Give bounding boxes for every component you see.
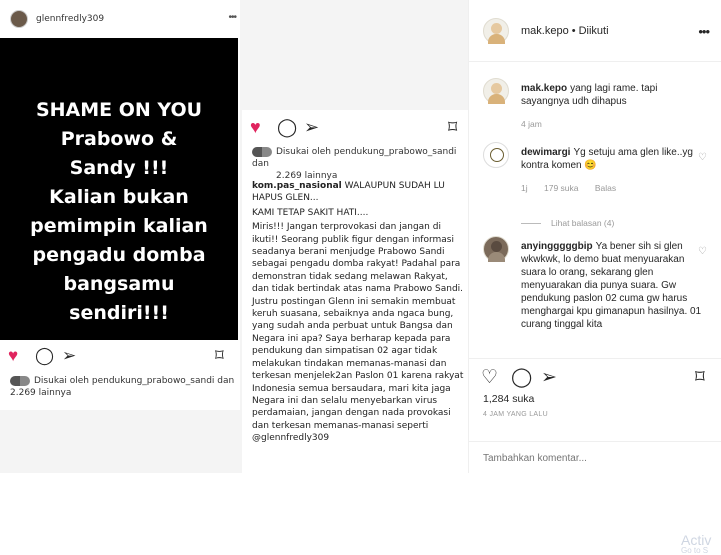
heart-filled-icon: ♥ xyxy=(8,346,19,365)
comment-icon[interactable]: ◯ xyxy=(511,367,533,388)
bookmark-icon[interactable]: ⌑ xyxy=(695,367,705,388)
post1-line: Sandy !!! xyxy=(69,157,169,179)
post1-line: Prabowo & xyxy=(60,128,178,150)
comment-meta xyxy=(521,182,706,195)
caption-line: WALAUPUN SUDAH LU HAPUS GLEN... xyxy=(252,181,445,204)
post1-text-image xyxy=(0,38,238,340)
comment-text: Ya bener sih si glen wkwkwk, lo demo buat menyuarakan suara lo orang, sekarang glen menyuarakan dia punya suara. Gw pendukung paslon 02 cuma gw harus menghargai kpu gimanapun hasilnya. 01 curang tinggal kita xyxy=(521,241,702,330)
avatar[interactable] xyxy=(483,78,509,104)
add-comment-bar xyxy=(469,441,721,555)
post2-likes-text: Disukai oleh pendukung_prabowo_sandi dan xyxy=(252,147,457,169)
post2-actions xyxy=(250,116,465,138)
action-icons xyxy=(481,367,711,389)
comments-list[interactable] xyxy=(469,62,721,358)
add-comment-input[interactable] xyxy=(483,450,703,466)
comment-body xyxy=(521,240,706,331)
following-button[interactable]: Diikuti xyxy=(578,24,609,37)
comment-text: yang lagi rame. tapi sayangnya udh dihapus xyxy=(521,83,658,107)
replies-line xyxy=(521,223,541,224)
likes-count[interactable]: 1,284 suka xyxy=(483,393,535,405)
post-side-panel xyxy=(468,0,720,555)
comment-time[interactable]: 1j xyxy=(521,183,528,193)
post1-line: pengadu domba xyxy=(32,244,206,266)
post2-likes xyxy=(252,146,464,182)
header-username[interactable]: mak.kepo xyxy=(521,24,569,37)
comment-meta xyxy=(521,118,706,131)
post-actions xyxy=(469,358,721,555)
more-options-icon[interactable]: ••• xyxy=(698,24,709,39)
avatar[interactable] xyxy=(483,236,509,262)
comment-like-icon[interactable]: ♡ xyxy=(698,246,707,257)
liker-avatars xyxy=(10,376,30,386)
separator-dot: • xyxy=(571,24,576,37)
comment-icon: ◯ xyxy=(35,346,55,365)
comment-icon: ◯ xyxy=(277,117,298,137)
caption-username: kom.pas_nasional xyxy=(252,181,342,191)
comment-username[interactable]: anyingggggbip xyxy=(521,241,593,252)
liker-avatars xyxy=(252,147,272,157)
post1-line: Kalian bukan xyxy=(49,186,189,208)
avatar[interactable] xyxy=(483,142,509,168)
post1-username: glennfredly309 xyxy=(36,14,105,24)
heart-filled-icon: ♥ xyxy=(250,117,261,137)
screenshot-post-glenn xyxy=(0,0,240,410)
watermark-line: Go to S xyxy=(681,546,709,555)
view-replies-label[interactable]: Lihat balasan (4) xyxy=(551,218,615,228)
more-icon: ••• xyxy=(228,12,236,23)
comment-likes[interactable]: 179 suka xyxy=(544,183,579,193)
post1-likes-text: Disukai oleh pendukung_prabowo_sandi dan xyxy=(34,376,235,386)
post1-line: sendiri!!! xyxy=(69,302,169,324)
comment-username[interactable]: dewimargi xyxy=(521,147,571,158)
post1-line: bangsamu xyxy=(63,273,175,295)
post1-line: pemimpin kalian xyxy=(30,215,208,237)
post-header xyxy=(469,0,721,62)
comment-body xyxy=(521,82,706,131)
share-icon: ➢ xyxy=(62,346,77,365)
bookmark-icon: ⌑ xyxy=(215,346,224,365)
view-replies[interactable] xyxy=(521,218,614,228)
post2-likes-count: 2.269 lainnya xyxy=(276,171,338,181)
like-icon[interactable]: ♡ xyxy=(481,367,499,388)
post1-line: SHAME ON YOU xyxy=(35,99,203,121)
caption-line: Justru postingan Glenn ini semakin membuat keruh suasana, sebaiknya anda ngaca bung, yang sudah anda perbuat untuk Bangsa dan Negara ini apa? Saya berharap kepada para pendukung dan simpatisan 02 agar tidak melakukan tindakan memanas-manasi dan terkesan menjelek2an Paslon 01 karena rakyat Indonesia semua bersaudara, mari kita jaga Negara ini dan selalu menyebarkan virus perdamaian, jangan dengan nada provokasi dan terkesan memanas-manasi seperti @glennfredly309 xyxy=(252,296,464,444)
bookmark-icon: ⌑ xyxy=(448,117,458,137)
post1-likes xyxy=(10,375,234,399)
activation-watermark xyxy=(681,532,711,555)
watermark-line: Activ xyxy=(681,532,712,548)
post1-header xyxy=(0,0,240,38)
share-icon[interactable]: ➢ xyxy=(541,367,557,388)
screenshot-post-kompas xyxy=(242,110,468,473)
comment-username[interactable]: mak.kepo xyxy=(521,83,568,94)
post-timestamp: 4 JAM YANG LALU xyxy=(483,411,548,418)
post2-caption xyxy=(252,180,466,445)
caption-line: Miris!!! Jangan terprovokasi dan jangan di ikuti!! Seorang publik figur dengan informasi seadanya berani menjudge Prabowo Sandi sebagai pengadu domba rakyat! Padahal para demonstran tidak sedang melawan Rakyat, dan tidak bertindak atas nama Prabowo Sandi. xyxy=(252,222,464,295)
post1-avatar xyxy=(10,10,28,28)
post1-likes-count: 2.269 lainnya xyxy=(10,388,72,398)
comment-like-icon[interactable]: ♡ xyxy=(698,152,707,163)
comment-text: Yg setuju ama glen like..yg kontra komen 😊 xyxy=(521,147,693,171)
avatar[interactable] xyxy=(483,18,509,44)
caption-line: KAMI TETAP SAKIT HATI.... xyxy=(252,207,369,218)
share-icon: ➢ xyxy=(304,117,320,137)
comment-time[interactable]: 4 jam xyxy=(521,119,542,129)
comment-body xyxy=(521,146,706,195)
post1-actions xyxy=(8,346,233,366)
reply-button[interactable]: Balas xyxy=(594,183,617,193)
